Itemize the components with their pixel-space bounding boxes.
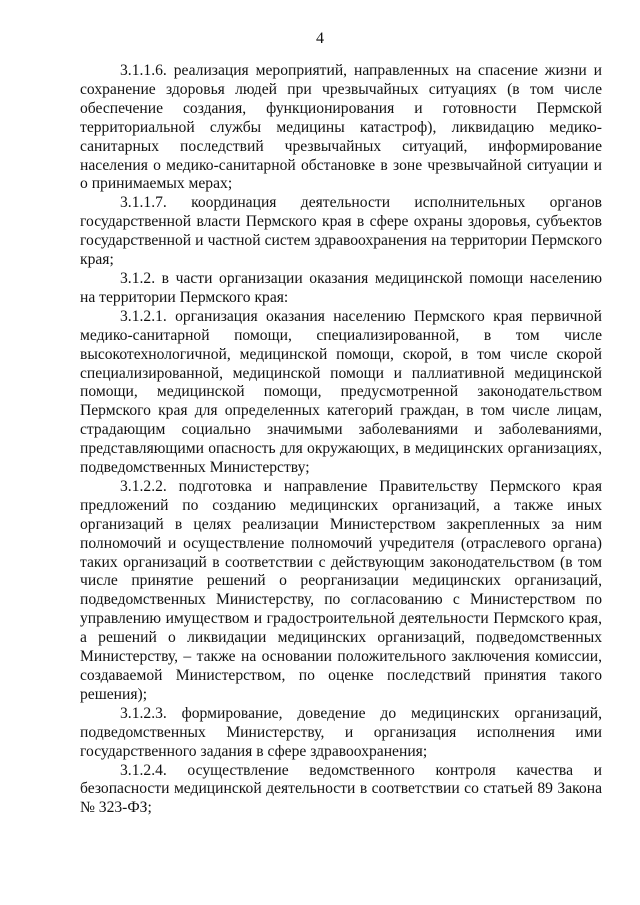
document-body xyxy=(80,62,602,818)
paragraph-3-1-2-1: 3.1.2.1. организация оказания населению Пермского края первичной медико-санитарной помощи, специализированной, в том числе высокотехнологичной, медицинской помощи, скорой, в том числе скорой специализированной, медицинской помощи и паллиативной медицинской помощи, медицинской помощи, предусмотренной законодательством Пермского края для определенных категорий граждан, в том числе лицам, страдающим социально значимыми заболеваниями и заболеваниями, представляющими опасность для окружающих, в медицинских организациях, подведомственных Министерству; xyxy=(80,307,602,477)
paragraph-3-1-2: 3.1.2. в части организации оказания медицинской помощи населению на территории Пермского края: xyxy=(80,269,602,306)
page-number: 4 xyxy=(316,30,324,47)
paragraph-3-1-2-2: 3.1.2.2. подготовка и направление Правительству Пермского края предложений по созданию медицинских организаций, а также иных организаций в целях реализации Министерством закрепленных за ним полномочий и осуществление полномочий учредителя (отраслевого органа) таких организаций в соответствии с действующим законодательством (в том числе принятие решений о реорганизации медицинских организаций, подведомственных Министерству, по согласованию с Министерством по управлению имуществом и градостроительной деятельности Пермского края, а решений о ликвидации медицинских организаций, подведомственных Министерству, – также на основании положительного заключения комиссии, создаваемой Министерством, по оценке последствий принятия такого решения); xyxy=(80,477,602,703)
paragraph-3-1-2-3: 3.1.2.3. формирование, доведение до медицинских организаций, подведомственных Министерству, и организация исполнения ими государственного задания в сфере здравоохранения; xyxy=(80,704,602,760)
paragraph-3-1-1-7: 3.1.1.7. координация деятельности исполнительных органов государственной власти Пермского края в сфере охраны здоровья, субъектов государственной и частной систем здравоохранения на территории Пермского края; xyxy=(80,194,602,269)
paragraph-3-1-2-4: 3.1.2.4. осуществление ведомственного контроля качества и безопасности медицинской деятельности в соответствии со статьей 89 Закона № 323-ФЗ; xyxy=(80,761,602,817)
paragraph-3-1-1-6: 3.1.1.6. реализация мероприятий, направленных на спасение жизни и сохранение здоровья людей при чрезвычайных ситуациях (в том числе обеспечение создания, функционирования и готовности Пермской территориальной службы медицины катастроф), ликвидацию медико-санитарных последствий чрезвычайных ситуаций, информирование населения о медико-санитарной обстановке в зоне чрезвычайной ситуации и о принимаемых мерах; xyxy=(80,62,602,193)
